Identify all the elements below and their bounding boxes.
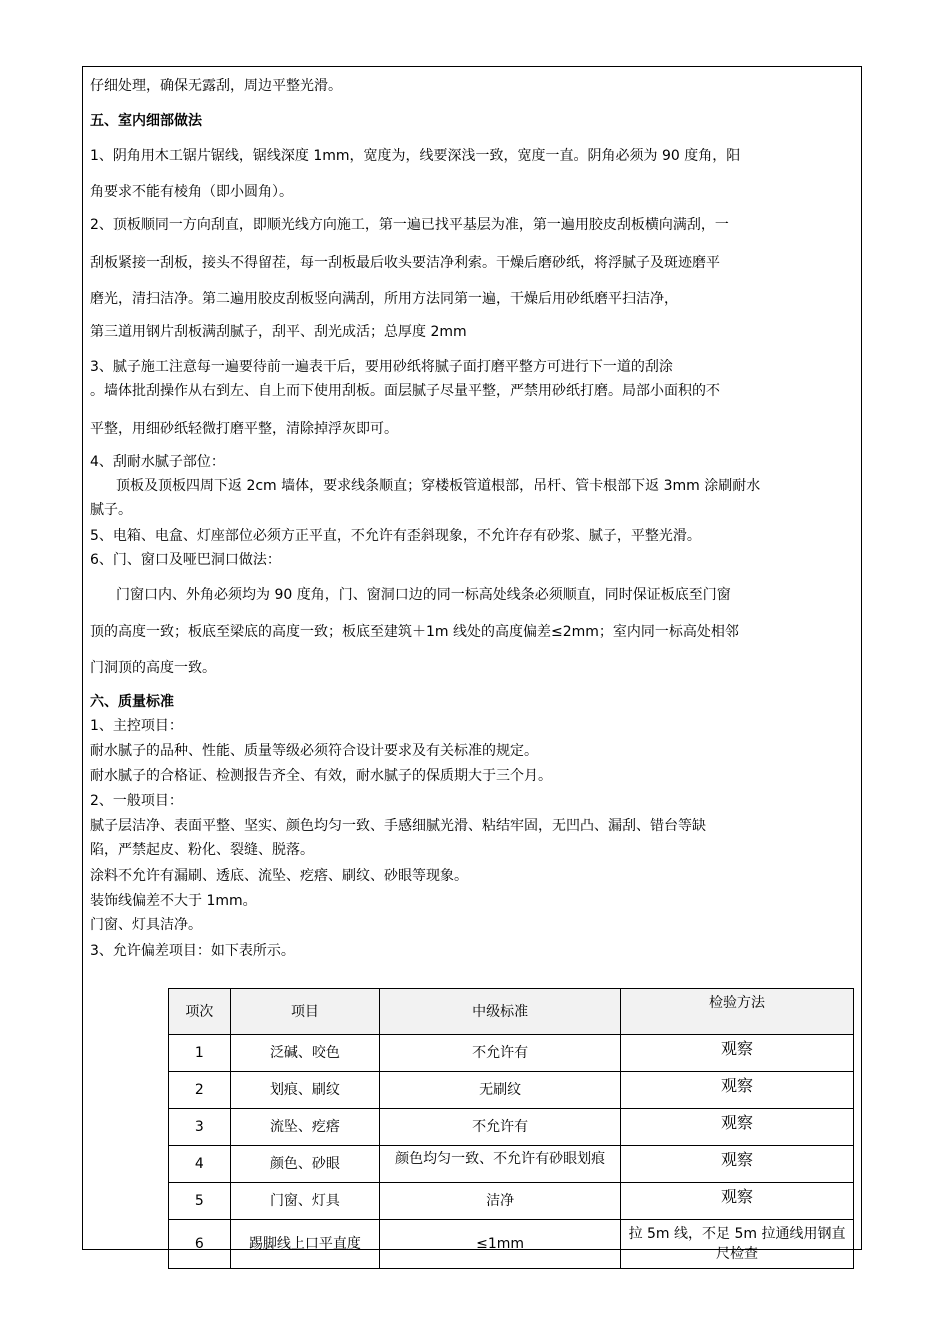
table-cell: 不允许有 — [380, 1035, 621, 1072]
text-line: 腻子层洁净、表面平整、坚实、颜色均匀一致、手感细腻光滑、粘结牢固，无凹凸、漏刮、错台等缺 — [90, 818, 706, 834]
table-cell: 划痕、刷纹 — [230, 1072, 379, 1109]
table-cell: 流坠、疙瘩 — [230, 1109, 379, 1146]
text-line: 2、一般项目： — [90, 793, 183, 809]
header-cell: 项次 — [169, 989, 231, 1035]
text-line: 3、腻子施工注意每一遍要待前一遍表干后，要用砂纸将腻子面打磨平整方可进行下一道的刮涂 — [90, 359, 673, 375]
table-row — [169, 1072, 854, 1109]
text-line: 耐水腻子的合格证、检测报告齐全、有效，耐水腻子的保质期大于三个月。 — [90, 768, 552, 784]
table-cell: 5 — [169, 1183, 231, 1220]
text-line: 耐水腻子的品种、性能、质量等级必须符合设计要求及有关标准的规定。 — [90, 743, 538, 759]
text-line: 。墙体批刮操作从右到左、自上而下使用刮板。面层腻子尽量平整，严禁用砂纸打磨。局部小面积的不 — [90, 383, 720, 399]
section-heading: 六、质量标准 — [90, 694, 174, 710]
table-row — [169, 1183, 854, 1220]
text-line: 门窗、灯具洁净。 — [90, 917, 202, 933]
table-header-row — [169, 989, 854, 1035]
text-line: 1、主控项目： — [90, 718, 183, 734]
table-row — [169, 1220, 854, 1269]
table-cell: 观察 — [621, 1183, 854, 1220]
text-line: 平整，用细砂纸轻微打磨平整，清除掉浮灰即可。 — [90, 421, 398, 437]
text-line: 刮板紧接一刮板，接头不得留茬，每一刮板最后收头要洁净利索。干燥后磨砂纸，将浮腻子及斑迹磨平 — [90, 255, 720, 271]
header-cell: 检验方法 — [621, 989, 854, 1035]
table-cell: 门窗、灯具 — [230, 1183, 379, 1220]
table-cell: 观察 — [621, 1146, 854, 1183]
table-cell-text: 颜色均匀一致、不允许有砂眼划痕 — [395, 1150, 606, 1167]
text-line: 陷，严禁起皮、粉化、裂缝、脱落。 — [90, 842, 314, 858]
text-line: 顶板及顶板四周下返 2cm 墙体，要求线条顺直；穿楼板管道根部，吊杆、管卡根部下返 3mm 涂刷耐水 — [116, 478, 761, 494]
table-cell: ≤1mm — [380, 1220, 621, 1269]
text-line: 1、阴角用木工锯片锯线，锯线深度 1mm，宽度为，线要深浅一致，宽度一直。阴角必须为 90 度角，阳 — [90, 148, 741, 164]
table-cell: 观察 — [621, 1109, 854, 1146]
header-cell: 中级标准 — [380, 989, 621, 1035]
text-line: 角要求不能有棱角（即小圆角）。 — [90, 184, 293, 200]
table-row — [169, 1146, 854, 1183]
text-line: 仔细处理，确保无露刮，周边平整光滑。 — [90, 78, 342, 94]
text-line: 5、电箱、电盒、灯座部位必须方正平直，不允许有歪斜现象，不允许存有砂浆、腻子，平整光滑。 — [90, 528, 701, 544]
text-line: 6、门、窗口及哑巴洞口做法： — [90, 552, 281, 568]
header-cell: 项目 — [230, 989, 379, 1035]
text-line: 3、允许偏差项目：如下表所示。 — [90, 943, 295, 959]
table-cell: 3 — [169, 1109, 231, 1146]
table-row — [169, 1109, 854, 1146]
table-cell: 泛碱、咬色 — [230, 1035, 379, 1072]
table-cell: 观察 — [621, 1035, 854, 1072]
text-line: 磨光，清扫洁净。第二遍用胶皮刮板竖向满刮，所用方法同第一遍，干燥后用砂纸磨平扫洁净， — [90, 291, 678, 307]
table-cell: 观察 — [621, 1072, 854, 1109]
table-cell — [380, 1146, 621, 1183]
table-cell: 1 — [169, 1035, 231, 1072]
text-line: 4、刮耐水腻子部位： — [90, 454, 225, 470]
text-line: 腻子。 — [90, 502, 132, 518]
table-cell: 颜色、砂眼 — [230, 1146, 379, 1183]
text-line: 涂料不允许有漏刷、透底、流坠、疙瘩、刷纹、砂眼等现象。 — [90, 868, 468, 884]
text-line: 装饰线偏差不大于 1mm。 — [90, 893, 257, 909]
table-cell: 踢脚线上口平直度 — [230, 1220, 379, 1269]
text-line: 门窗口内、外角必须均为 90 度角，门、窗洞口边的同一标高处线条必须顺直，同时保证板底至门窗 — [116, 587, 731, 603]
table-cell: 洁净 — [380, 1183, 621, 1220]
section-heading: 五、室内细部做法 — [90, 113, 202, 129]
table-cell: 4 — [169, 1146, 231, 1183]
table-cell: 无刷纹 — [380, 1072, 621, 1109]
table-cell: 6 — [169, 1220, 231, 1269]
table-row — [169, 1035, 854, 1072]
text-line: 门洞顶的高度一致。 — [90, 660, 216, 676]
text-line: 第三道用钢片刮板满刮腻子，刮平、刮光成活；总厚度 2mm — [90, 324, 467, 340]
text-line: 2、顶板顺同一方向刮直，即顺光线方向施工，第一遍已找平基层为准，第一遍用胶皮刮板横向满刮，一 — [90, 217, 729, 233]
table-cell: 2 — [169, 1072, 231, 1109]
tolerance-table — [168, 988, 854, 1269]
table-cell: 不允许有 — [380, 1109, 621, 1146]
text-line: 顶的高度一致；板底至梁底的高度一致；板底至建筑＋1m 线处的高度偏差≤2mm；室内同一标高处相邻 — [90, 624, 739, 640]
table-cell: 拉 5m 线，不足 5m 拉通线用钢直尺检查 — [621, 1220, 854, 1269]
